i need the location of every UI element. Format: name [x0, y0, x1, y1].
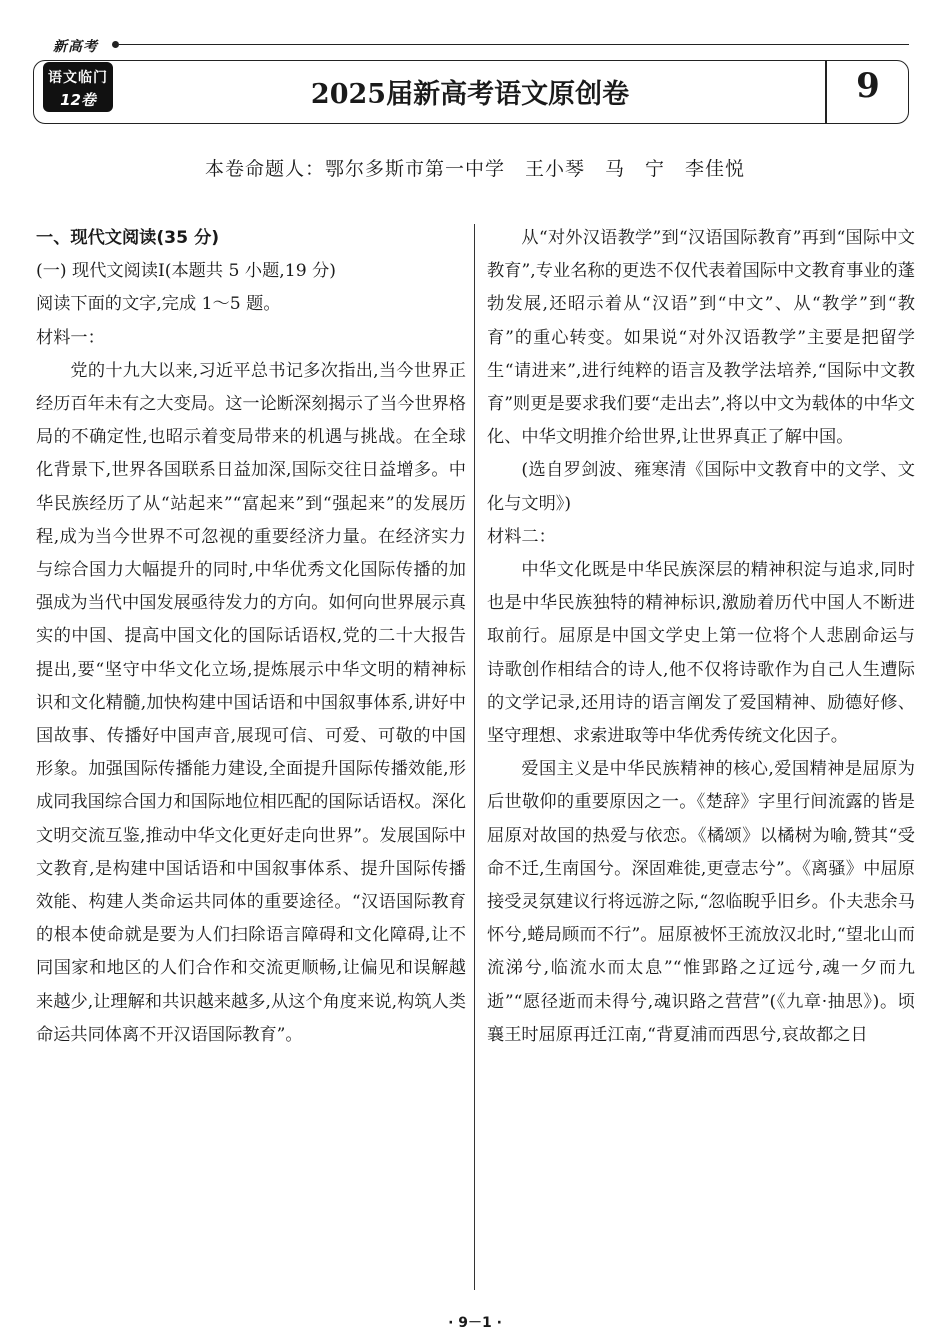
material1-paragraph: 党的十九大以来,习近平总书记多次指出,当今世界正经历百年未有之大变局。这一论断深刻揭示了当今世界格局的不确定性,也昭示着变局带来的机遇与挑战。在全球化背景下,世界各国联系日益加深,国际交往日益增多。中华民族经历了从“站起来”“富起来”到“强起来”的发展历程,成为当今世界不可忽视的重要经济力量。在经济实力与综合国力大幅提升的同时,中华优秀文化国际传播的加强成为当代中国发展亟待发力的方向。如何向世界展示真实的中国、提高中国文化的国际话语权,党的二十大报告提出,要“坚守中华文化立场,提炼展示中华文明的精神标识和文化精髓,加快构建中国话语和中国叙事体系,讲好中国故事、传播好中国声音,展现可信、可爱、可敬的中国形象。加强国际传播能力建设,全面提升国际传播效能,形成同我国综合国力和国际地位相匹配的国际话语权。深化文明交流互鉴,推动中华文化更好走向世界”。发展国际中文教育,是构建中国话语和中国叙事体系、提升国际传播效能、构建人类命运共同体的重要途径。“汉语国际教育的根本使命就是要为人们扫除语言障碍和文化障碍,让不同国家和地区的人们合作和交流更顺畅,让偏见和误解越来越少,让理解和共识越来越多,从这个角度来说,构筑人类命运共同体离不开汉语国际教育”。: [36, 360, 466, 1045]
paper-number: 9: [856, 66, 880, 106]
right-column: [487, 222, 915, 1052]
material2-paragraph1: 中华文化既是中华民族深层的精神积淀与追求,同时也是中华民族独特的精神标识,激励着历代中国人不断进取前行。屈原是中国文学史上第一位将个人悲剧命运与诗歌创作相结合的诗人,他不仅将诗歌作为自己人生遭际的文学记录,还用诗的语言阐发了爱国精神、励德好修、坚守理想、求索进取等中华优秀传统文化因子。: [487, 560, 915, 747]
material1-source: (选自罗剑波、雍寒清《国际中文教育中的文学、文化与文明》): [487, 460, 915, 514]
left-column: [36, 222, 466, 1052]
column-divider: [474, 224, 475, 1290]
section-heading: 一、现代文阅读(35 分): [36, 228, 220, 248]
material2-label: 材料二：: [487, 526, 556, 547]
badge-line1: 语文临门: [48, 70, 108, 86]
material1-paragraph-continued: 从“对外汉语教学”到“汉语国际教育”再到“国际中文教育”,专业名称的更迭不仅代表着国际中文教育事业的蓬勃发展,还昭示着从“汉语”到“中文”、从“教学”到“教育”的重心转变。如果说“对外汉语教学”主要是把留学生“请进来”,进行纯粹的语言及教学法培养,“国际中文教育”则更是要求我们要“走出去”,将以中文为载体的中华文化、中华文明推介给世界,让世界真正了解中国。: [487, 228, 915, 448]
page-number: · 9－1 ·: [448, 1315, 502, 1331]
brand-label: 新高考: [53, 39, 98, 55]
header-rule: [119, 44, 909, 45]
badge-line2: 12卷: [60, 91, 96, 109]
material2-paragraph2: 爱国主义是中华民族精神的核心,爱国精神是屈原为后世敬仰的重要原因之一。《楚辞》字里行间流露的皆是屈原对故国的热爱与依恋。《橘颂》以橘树为喻,赞其“受命不迁,生南国兮。深固难徙,更壹志兮”。《离骚》中屈原接受灵氛建议行将远游之际,“忽临睨乎旧乡。仆夫悲余马怀兮,蜷局顾而不行”。屈原被怀王流放汉北时,“望北山而流涕兮,临流水而太息”“惟郢路之辽远兮,魂一夕而九逝”“愿径逝而未得兮,魂识路之营营”(《九章·抽思》)。顷襄王时屈原再迁江南,“背夏浦而西思兮,哀故都之日: [487, 759, 915, 1045]
exam-title: 2025届新高考语文原创卷: [310, 79, 630, 110]
authors-line: 本卷命题人：鄂尔多斯市第一中学 王小琴 马 宁 李佳悦: [204, 158, 745, 180]
header-divider: [825, 60, 827, 124]
instruction-text: 阅读下面的文字,完成 1～5 题。: [36, 294, 281, 315]
series-badge: [43, 62, 113, 112]
material1-label: 材料一：: [36, 327, 105, 348]
brand-dot-icon: [112, 41, 119, 48]
subsection-heading: (一) 现代文阅读Ⅰ(本题共 5 小题,19 分): [36, 261, 336, 282]
